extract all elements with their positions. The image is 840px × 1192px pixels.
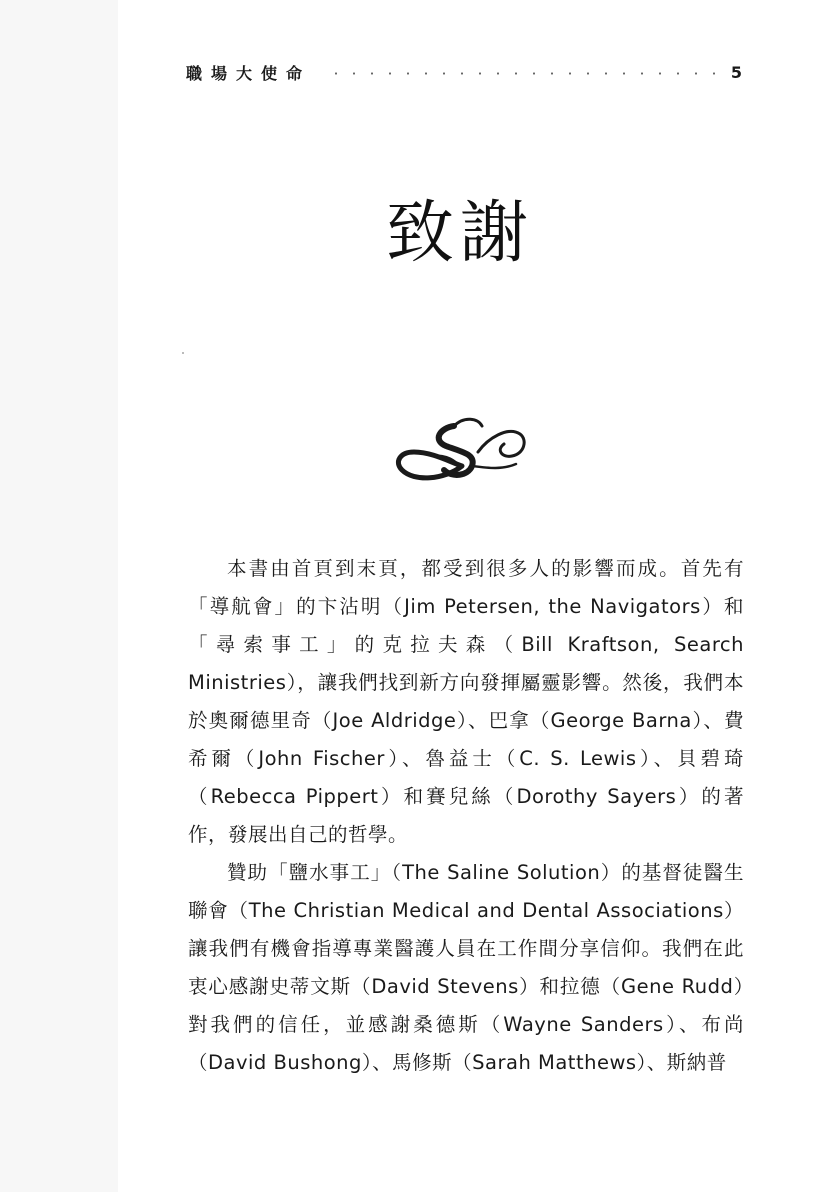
flourish-ornament-icon [392, 408, 532, 490]
page-number: 5 [730, 62, 742, 82]
running-title: 職場大使命 [186, 63, 312, 83]
paragraph: 本書由首頁到末頁，都受到很多人的影響而成。首先有「導航會」的卞沾明（Jim Petersen, the Navigators）和「尋索事工」的克拉夫森（Bill Kraftson, Search Ministries），讓我們找到新方向發揮屬靈影響。然後，我們本於奧爾德里奇（Joe Aldridge）、巴拿（George Barna）、費希爾（John Fischer）、魯益士（C. S. Lewis）、貝碧琦（Rebecca Pippert）和賽兒絲（Dorothy Sayers）的著作，發展出自己的哲學。 [188, 557, 744, 846]
scan-speck [182, 352, 184, 354]
paragraph: 贊助「鹽水事工」（The Saline Solution）的基督徒醫生聯會（The Christian Medical and Dental Associations）讓我們有機會指導專業醫護人員在工作間分享信仰。我們在此衷心感謝史蒂文斯（David Stevens）和拉德（Gene Rudd）對我們的信任，並感謝桑德斯（Wayne Sanders）、布尚（David Bushong）、馬修斯（Sarah Matthews）、斯納普 [188, 861, 744, 1074]
dot-leader [327, 72, 717, 75]
scan-margin [0, 0, 118, 1192]
chapter-title: 致謝 [385, 194, 534, 273]
acknowledgements-body [188, 550, 744, 1082]
running-header [186, 58, 742, 86]
